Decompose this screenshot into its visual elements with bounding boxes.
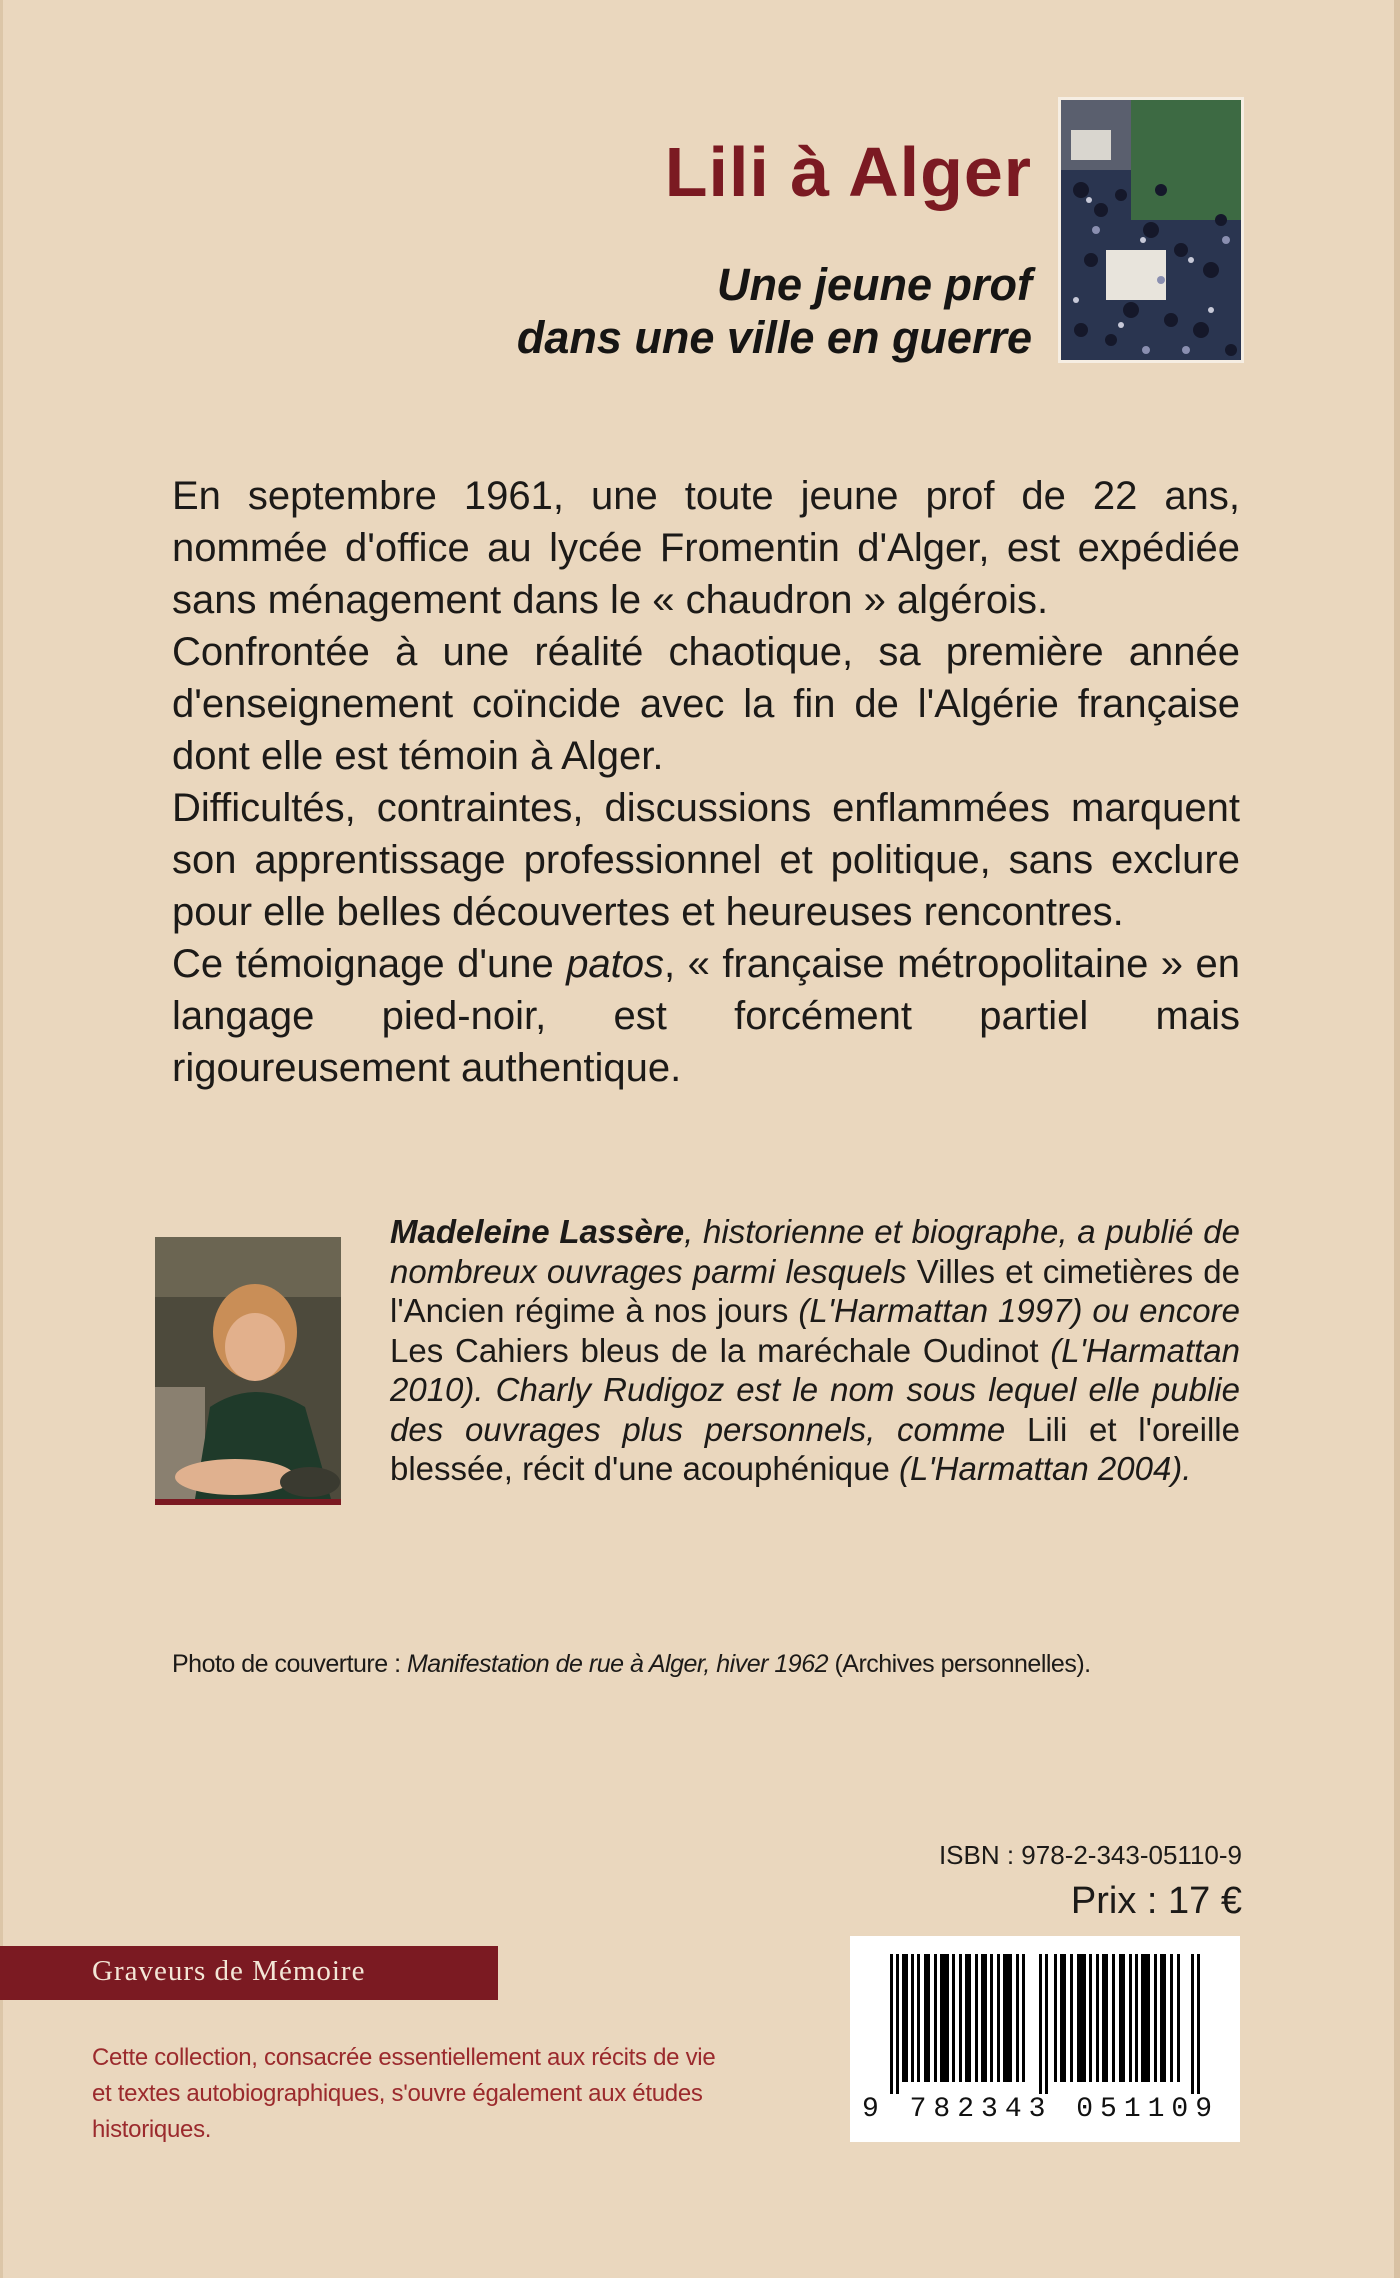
book-subtitle bbox=[517, 258, 1032, 364]
summary-p4-italic: patos bbox=[566, 942, 665, 986]
book-title: Lili à Alger bbox=[664, 133, 1032, 211]
summary-paragraph-4 bbox=[172, 938, 1240, 1094]
barcode-bars bbox=[890, 1954, 1200, 2094]
cover-right-edge bbox=[1394, 0, 1400, 2278]
bio-text-3: (L'Harmattan 2010). Charly Rudigoz est le nom sous lequel elle publie des ouvrages plus personnels, comme bbox=[390, 1331, 1240, 1448]
subtitle-line-1: Une jeune prof bbox=[716, 259, 1032, 310]
credit-source: (Archives personnelles). bbox=[828, 1650, 1091, 1678]
author-portrait-image bbox=[155, 1237, 341, 1499]
bio-text-2: (L'Harmattan 1997) ou encore bbox=[788, 1292, 1240, 1329]
price: Prix : 17 € bbox=[1070, 1880, 1242, 1922]
series-name: Graveurs de Mémoire bbox=[92, 1955, 366, 1987]
summary-paragraph-2: Confrontée à une réalité chaotique, sa première année d'enseignement coïncide avec la fin de l'Algérie française dont elle est témoin à Alger. bbox=[172, 630, 1240, 778]
barcode-digits: 9 782343 051109 bbox=[862, 2094, 1220, 2125]
photo-credit bbox=[172, 1650, 1091, 1679]
author-photo bbox=[155, 1237, 341, 1505]
bio-book-3: Lili et l'oreille blessée, récit d'une acouphénique bbox=[390, 1410, 1240, 1487]
series-banner bbox=[0, 1946, 498, 2000]
summary-p4-start: Ce témoignage d'une bbox=[172, 942, 567, 986]
cover-photo-thumbnail bbox=[1058, 97, 1244, 363]
author-name: Madeleine Lassère bbox=[390, 1213, 685, 1250]
bio-book-2: Les Cahiers bleus de la maréchale Oudinot bbox=[390, 1331, 1039, 1369]
subtitle-line-2: dans une ville en guerre bbox=[516, 312, 1032, 363]
bio-text-1: , historienne et biographe, a publié de nombreux ouvrages parmi lesquels bbox=[390, 1213, 1240, 1290]
summary-paragraph-1: En septembre 1961, une toute jeune prof de 22 ans, nommée d'office au lycée Fromentin d'Alger, est expédiée sans ménagement dans le « chaudron » algérois. bbox=[172, 474, 1240, 622]
crowd-photo-image bbox=[1061, 100, 1241, 360]
isbn: ISBN : 978-2-343-05110-9 bbox=[938, 1840, 1242, 1870]
credit-caption: Manifestation de rue à Alger, hiver 1962 bbox=[406, 1650, 828, 1678]
credit-label: Photo de couverture : bbox=[172, 1650, 407, 1678]
barcode bbox=[850, 1936, 1240, 2142]
collection-description: Cette collection, consacrée essentiellement aux récits de vie et textes autobiographiques, s'ouvre également aux études historiques. bbox=[92, 2044, 716, 2143]
summary-paragraph-3: Difficultés, contraintes, discussions enflammées marquent son apprentissage professionnel et politique, sans exclure pour elle belles découvertes et heureuses rencontres. bbox=[172, 786, 1240, 934]
summary-p4-end: , « française métropolitaine » en langage pied-noir, est forcément partiel mais rigoureusement authentique. bbox=[172, 942, 1241, 1090]
cover-left-edge bbox=[0, 0, 3, 2278]
bio-book-1: Villes et cimetières de l'Ancien régime à nos jours bbox=[390, 1252, 1240, 1329]
bio-text-4: (L'Harmattan 2004). bbox=[889, 1450, 1192, 1487]
book-summary bbox=[172, 470, 1240, 1094]
author-biography bbox=[390, 1212, 1240, 1489]
